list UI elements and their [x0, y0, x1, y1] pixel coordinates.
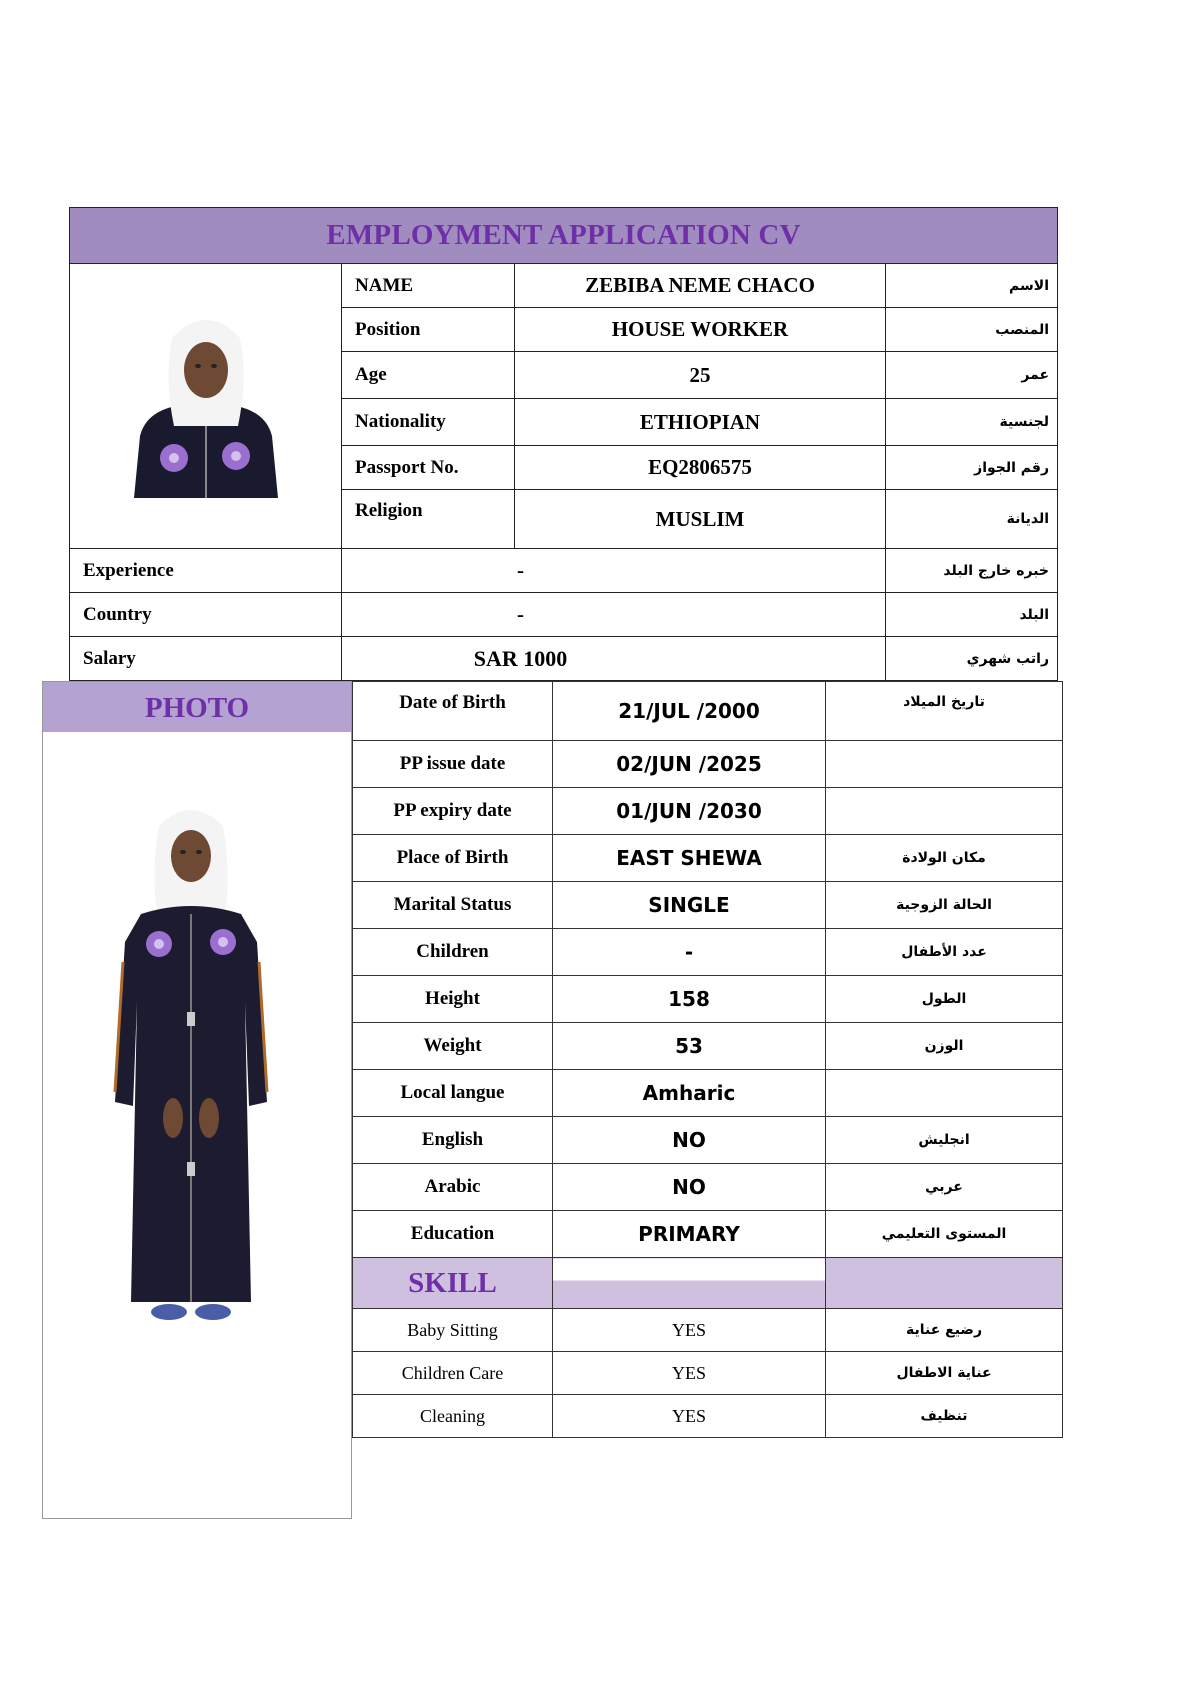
arabic-experience: خبره خارج البلد	[886, 549, 1058, 593]
arabic-weight: الوزن	[826, 1023, 1063, 1070]
skill-cleaning-value: YES	[553, 1395, 826, 1438]
skill-cleaning-label: Cleaning	[353, 1395, 553, 1438]
value-children: -	[553, 929, 826, 976]
arabic-arabic: عربي	[826, 1164, 1063, 1211]
photo-header: PHOTO	[43, 682, 351, 732]
arabic-country: البلد	[886, 593, 1058, 637]
arabic-dob: تاريخ الميلاد	[826, 682, 1063, 741]
value-dob: 21/JUL /2000	[553, 682, 826, 741]
skill-header: SKILL	[353, 1258, 553, 1309]
value-weight: 53	[553, 1023, 826, 1070]
label-religion: Religion	[342, 490, 515, 549]
arabic-pp-expiry	[826, 788, 1063, 835]
label-place-of-birth: Place of Birth	[353, 835, 553, 882]
value-local-language: Amharic	[553, 1070, 826, 1117]
value-age: 25	[515, 352, 886, 399]
skill-baby-sitting-label: Baby Sitting	[353, 1309, 553, 1352]
arabic-local-language	[826, 1070, 1063, 1117]
label-height: Height	[353, 976, 553, 1023]
value-nationality: ETHIOPIAN	[515, 399, 886, 446]
label-nationality: Nationality	[342, 399, 515, 446]
label-salary: Salary	[70, 637, 342, 681]
label-weight: Weight	[353, 1023, 553, 1070]
personal-info-table	[69, 207, 1058, 681]
label-pp-issue: PP issue date	[353, 741, 553, 788]
skill-header-blank-ar	[826, 1258, 1063, 1309]
value-place-of-birth: EAST SHEWA	[553, 835, 826, 882]
value-experience: -	[342, 549, 886, 593]
value-position: HOUSE WORKER	[515, 308, 886, 352]
skill-baby-sitting-value: YES	[553, 1309, 826, 1352]
arabic-passport: رقم الجواز	[886, 446, 1058, 490]
skill-children-care-arabic: عناية الاطفال	[826, 1352, 1063, 1395]
label-passport: Passport No.	[342, 446, 515, 490]
value-arabic: NO	[553, 1164, 826, 1211]
value-pp-expiry: 01/JUN /2030	[553, 788, 826, 835]
label-marital-status: Marital Status	[353, 882, 553, 929]
arabic-nationality: لجنسية	[886, 399, 1058, 446]
value-salary: SAR 1000	[342, 637, 886, 681]
label-age: Age	[342, 352, 515, 399]
skill-cleaning-arabic: تنظيف	[826, 1395, 1063, 1438]
arabic-name: الاسم	[886, 264, 1058, 308]
arabic-age: عمر	[886, 352, 1058, 399]
label-name: NAME	[342, 264, 515, 308]
arabic-english: انجليش	[826, 1117, 1063, 1164]
value-education: PRIMARY	[553, 1211, 826, 1258]
skill-header-blank	[553, 1258, 826, 1309]
value-height: 158	[553, 976, 826, 1023]
portrait-photo-cell	[70, 264, 342, 549]
arabic-education: المستوى التعليمي	[826, 1211, 1063, 1258]
skill-children-care-label: Children Care	[353, 1352, 553, 1395]
details-table	[352, 681, 1063, 1438]
label-education: Education	[353, 1211, 553, 1258]
label-position: Position	[342, 308, 515, 352]
full-photo-panel	[42, 681, 352, 1519]
value-pp-issue: 02/JUN /2025	[553, 741, 826, 788]
arabic-salary: راتب شهري	[886, 637, 1058, 681]
arabic-children: عدد الأطفال	[826, 929, 1063, 976]
portrait-photo	[126, 308, 286, 498]
arabic-place-of-birth: مكان الولادة	[826, 835, 1063, 882]
label-dob: Date of Birth	[353, 682, 553, 741]
value-country: -	[342, 593, 886, 637]
label-english: English	[353, 1117, 553, 1164]
value-name: ZEBIBA NEME CHACO	[515, 264, 886, 308]
skill-baby-sitting-arabic: رضيع عناية	[826, 1309, 1063, 1352]
page-title: EMPLOYMENT APPLICATION CV	[70, 208, 1058, 264]
label-experience: Experience	[70, 549, 342, 593]
value-religion: MUSLIM	[515, 490, 886, 549]
label-children: Children	[353, 929, 553, 976]
full-body-photo	[101, 802, 281, 1342]
arabic-religion: الديانة	[886, 490, 1058, 549]
skill-children-care-value: YES	[553, 1352, 826, 1395]
label-country: Country	[70, 593, 342, 637]
value-marital-status: SINGLE	[553, 882, 826, 929]
label-local-language: Local langue	[353, 1070, 553, 1117]
value-english: NO	[553, 1117, 826, 1164]
arabic-marital-status: الحالة الزوجية	[826, 882, 1063, 929]
arabic-height: الطول	[826, 976, 1063, 1023]
arabic-pp-issue	[826, 741, 1063, 788]
label-arabic: Arabic	[353, 1164, 553, 1211]
arabic-position: المنصب	[886, 308, 1058, 352]
label-pp-expiry: PP expiry date	[353, 788, 553, 835]
value-passport: EQ2806575	[515, 446, 886, 490]
